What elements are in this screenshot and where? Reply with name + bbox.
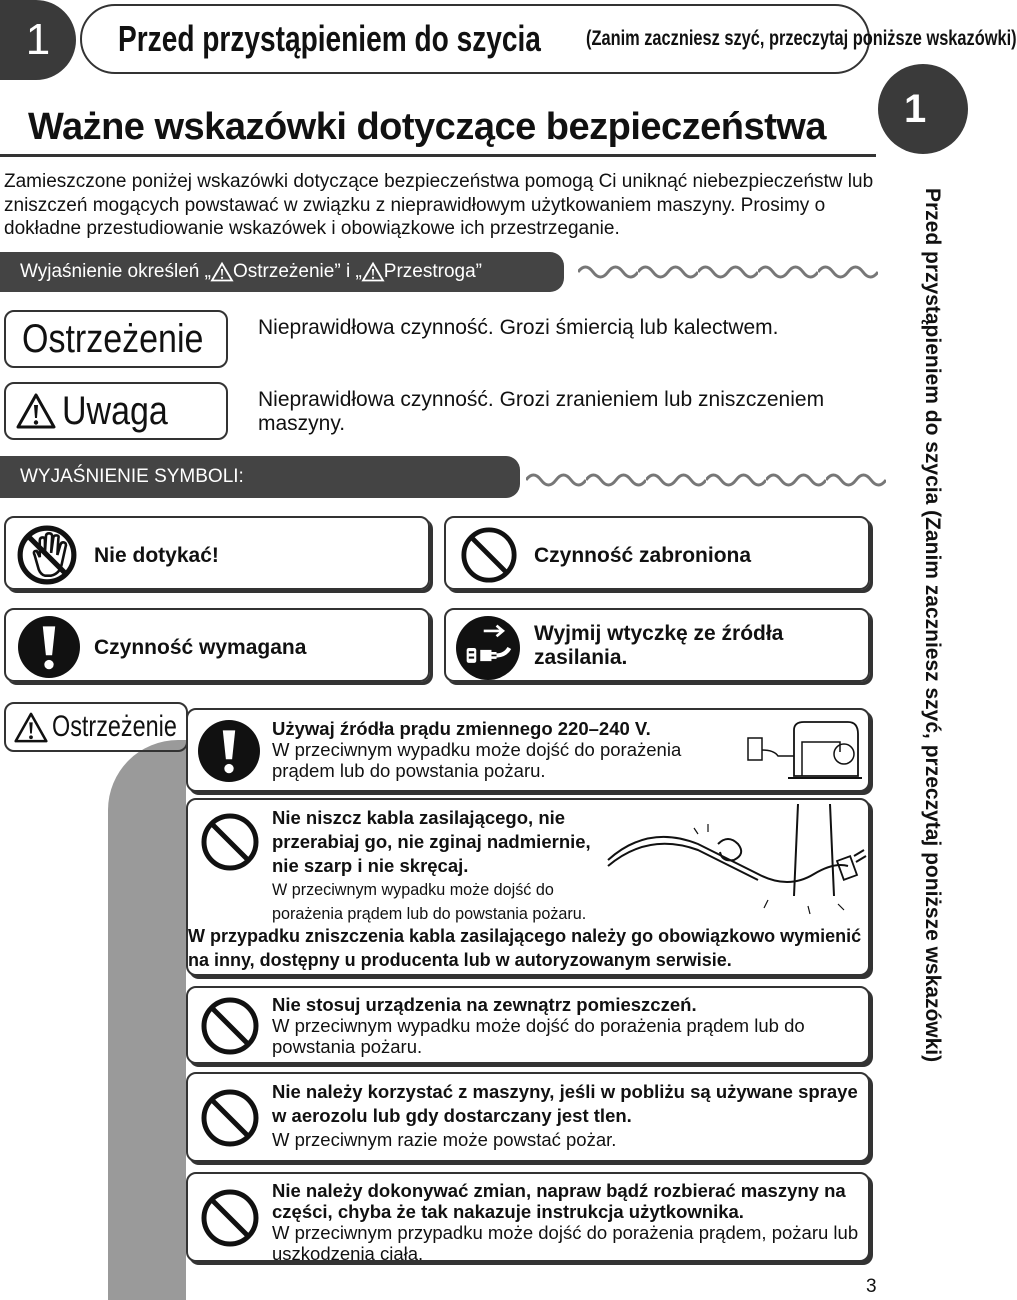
- symbol-required-label: Czynność wymagana: [94, 636, 307, 659]
- warning-triangle-icon: [211, 262, 233, 282]
- caution-triangle-icon: [16, 393, 56, 429]
- page-number: 3: [866, 1276, 877, 1297]
- symbol-no-touch-label: Nie dotykać!: [94, 544, 219, 567]
- warning-signal-word: Ostrzeżenie: [22, 316, 204, 361]
- symbol-no-touch: [4, 516, 430, 590]
- side-tab-text: Przed przystąpieniem do szycia (Zanim zaczniesz szyć, przeczytaj poniższe wskazówki): [921, 188, 944, 1063]
- unplug-icon: [456, 616, 520, 680]
- definitions-bar-mid: ” i „: [334, 261, 362, 282]
- warning-item-2: [186, 798, 870, 976]
- prohibited-icon: [200, 996, 260, 1056]
- warning-item-2-text: W przeciwnym wypadku może dojść do porażenia prądem lub do powstania pożaru.: [272, 880, 587, 923]
- warning-item-1-bold: Używaj źródła prądu zmiennego 220–240 V.: [272, 718, 651, 739]
- definitions-bar-pre: Wyjaśnienie określeń „: [20, 261, 211, 282]
- intro-paragraph: Zamieszczone poniżej wskazówki dotyczące bezpieczeństwa pomogą Ci uniknąć niebezpieczeństw lub zniszczeń mogących powstawać w związku z nieprawidłowym użytkowaniem maszyny. Prosimy o dokładne przestudiowanie wskazówek i obowiązkowe ich przestrzeganie.: [4, 171, 874, 239]
- chapter-title: Przed przystąpieniem do szycia: [118, 18, 541, 59]
- definitions-bar: [0, 252, 564, 292]
- decorative-wave: [526, 470, 880, 490]
- caution-signal-word: Uwaga: [62, 388, 168, 433]
- symbol-required: [4, 608, 430, 682]
- caution-signal-box: [4, 382, 228, 440]
- symbols-bar-text: WYJAŚNIENIE SYMBOLI:: [20, 466, 244, 487]
- warning-item-3-text: W przeciwnym wypadku może dojść do porażenia prądem lub do powstania pożaru.: [272, 1015, 805, 1057]
- chapter-number: 1: [25, 15, 51, 64]
- chapter-number-badge: [0, 0, 76, 80]
- warnings-signal-word: Ostrzeżenie: [52, 710, 177, 743]
- symbol-unplug-label: Wyjmij wtyczkę ze źródła zasilania.: [534, 622, 784, 669]
- warning-description: Nieprawidłowa czynność. Grozi śmiercią lub kalectwem.: [258, 316, 779, 339]
- title-divider: [0, 154, 876, 157]
- warning-signal-box: [4, 310, 228, 368]
- prohibited-icon: [460, 526, 518, 584]
- definitions-bar-post: ”: [475, 261, 482, 282]
- warning-item-2-extra: W przypadku zniszczenia kabla zasilającego należy go obowiązkowo wymienić na inny, dostępny u producenta lub w autoryzowanym serwisie.: [188, 926, 862, 970]
- warning-item-1: [186, 708, 870, 792]
- definitions-bar-term2: Przestroga: [383, 261, 476, 282]
- damaged-cable-illustration: [608, 804, 870, 922]
- symbol-prohibited: [444, 516, 870, 590]
- warning-item-3: [186, 986, 870, 1064]
- no-touch-icon: [16, 524, 78, 586]
- warning-item-1-text: W przeciwnym wypadku może dojść do porażenia prądem lub do powstania pożaru.: [272, 739, 682, 781]
- chapter-header: [80, 4, 1017, 74]
- warning-triangle-icon: [14, 712, 48, 743]
- warning-item-5: [186, 1172, 870, 1262]
- warning-triangle-icon: [362, 262, 384, 282]
- warning-item-5-bold: Nie należy dokonywać zmian, napraw bądź rozbierać maszyny na części, chyba że tak nakazuje instrukcja użytkownika.: [272, 1180, 846, 1222]
- decorative-wave: [578, 262, 878, 282]
- side-tab-badge: [878, 64, 968, 154]
- warning-item-5-text: W przeciwnym przypadku może dojść do porażenia prądem, pożaru lub uszkodzenia ciała.: [272, 1222, 859, 1264]
- symbol-prohibited-label: Czynność zabroniona: [534, 544, 752, 567]
- chapter-subtitle: (Zanim zaczniesz szyć, przeczytaj poniższe wskazówki): [586, 27, 1017, 50]
- mandatory-action-icon: [198, 720, 260, 782]
- section-title: Ważne wskazówki dotyczące bezpieczeństwa: [28, 106, 826, 148]
- prohibited-icon: [200, 1088, 260, 1148]
- definitions-bar-term1: Ostrzeżenie: [232, 261, 335, 282]
- warnings-signal-box: [4, 702, 188, 752]
- side-tab-number: 1: [904, 86, 927, 131]
- symbols-bar: [0, 456, 520, 498]
- caution-description: Nieprawidłowa czynność. Grozi zranieniem lub zniszczeniem maszyny.: [258, 388, 825, 435]
- warning-item-3-bold: Nie stosuj urządzenia na zewnątrz pomieszczeń.: [272, 994, 697, 1015]
- warning-item-4: [186, 1072, 870, 1162]
- prohibited-icon: [200, 812, 260, 872]
- warning-item-2-bold: Nie niszcz kabla zasilającego, nie przerabiaj go, nie zginaj nadmiernie, nie szarp i nie skręcaj.: [272, 807, 591, 876]
- sewing-machine-outlet-icon: [744, 716, 864, 788]
- warning-item-4-text: W przeciwnym razie może powstać pożar.: [272, 1129, 617, 1150]
- mandatory-action-icon: [18, 616, 80, 678]
- warning-item-4-bold: Nie należy korzystać z maszyny, jeśli w pobliżu są używane spraye w aerozolu lub gdy dostarczany jest tlen.: [272, 1081, 858, 1126]
- warnings-gray-strip: [108, 740, 186, 1300]
- symbol-unplug: [444, 608, 870, 682]
- prohibited-icon: [200, 1188, 260, 1248]
